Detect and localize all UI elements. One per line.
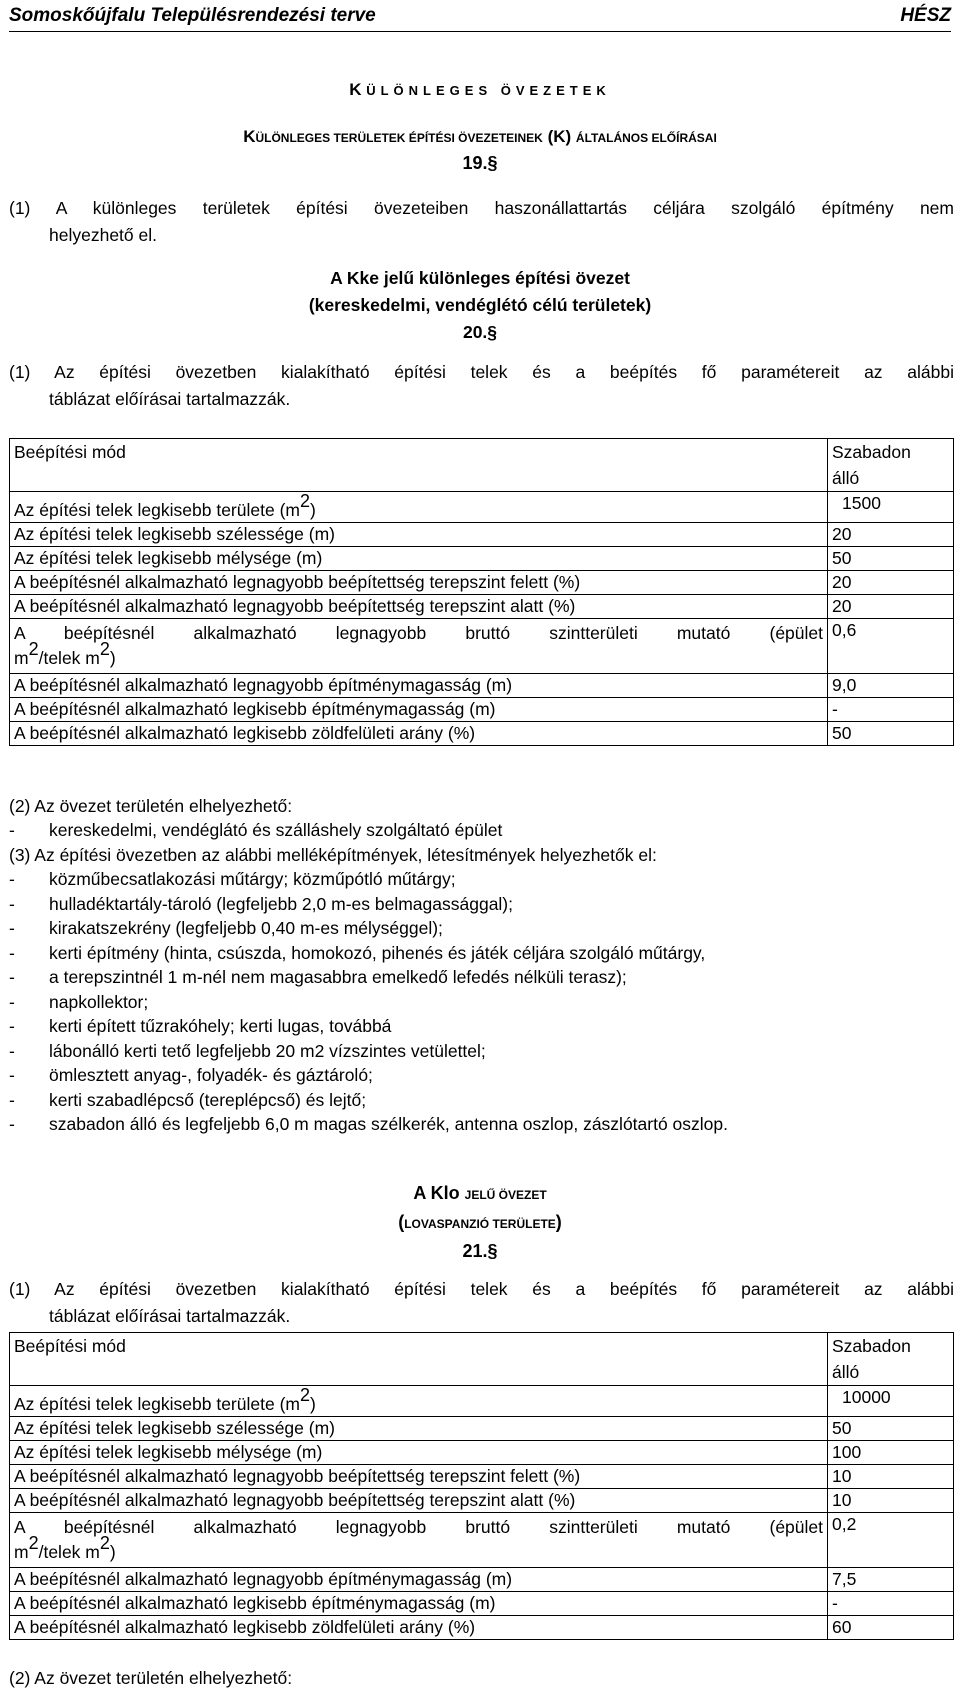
list-item [9, 1112, 954, 1137]
param-value: 20 [828, 523, 954, 547]
list-item [9, 941, 954, 966]
param-label: Az építési telek legkisebb területe $(m^2)$ [10, 492, 828, 523]
list-dash: - [9, 942, 15, 963]
param-value: Szabadon álló [828, 1333, 954, 1386]
param-label: Az építési telek legkisebb mélysége (m) [10, 1441, 828, 1465]
param-label: A beépítésnél alkalmazható legkisebb építménymagasság (m) [10, 698, 828, 722]
table-row [10, 619, 954, 674]
list-item-text: hulladéktartály-tároló (legfeljebb 2,0 m-es belmagassággal); [49, 893, 513, 914]
list-item-text: kirakatszekrény (legfeljebb 0,40 m-es mélységgel); [49, 918, 443, 938]
table-row [10, 571, 954, 595]
header-doc-code: HÉSZ [900, 5, 951, 26]
param-label: Az építési telek legkisebb mélysége (m) [10, 547, 828, 571]
param-label: Az építési telek legkisebb szélessége (m) [10, 523, 828, 547]
param-label: A beépítésnél alkalmazható legnagyobb beépítettség terepszint felett (%) [10, 571, 828, 595]
list-item-text: kerti építmény (hinta, csúszda, homokozó, pihenés és játék céljára szolgáló műtárgy, [49, 942, 706, 963]
table-row [10, 1386, 954, 1417]
klo-heading: A Klo JELŰ ÖVEZET (LOVASPANZIÓ TERÜLETE) 21.§ [398, 1183, 562, 1261]
list-item [9, 818, 954, 843]
param-label: A beépítésnél alkalmazható legkisebb zöldfelületi arány (%) [10, 722, 828, 746]
kke-point-1: (1) Az építési övezetben kialakítható építési telek és a beépítés fő paramétereit az alábbi táblázat előírásai tartalmazzák. [9, 362, 954, 409]
param-value: 10000 [828, 1386, 954, 1417]
list-dash: - [9, 1016, 15, 1036]
table-row [10, 1333, 954, 1386]
list-dash: - [9, 1040, 15, 1061]
klo-point-2: (2) Az övezet területén elhelyezhető: [9, 1668, 293, 1688]
param-value: 50 [828, 722, 954, 746]
list-dash: - [9, 1065, 15, 1085]
param-label: A beépítésnél alkalmazható legnagyobb építménymagasság (m) [10, 1568, 828, 1592]
par19-point-1: (1) A különleges területek építési övezeteiben haszonállattartás céljára szolgáló építmény nem helyezhető el. [9, 198, 954, 245]
param-label: A beépítésnél alkalmazható legnagyobb beépítettség terepszint alatt (%) [10, 1489, 828, 1513]
table-row [10, 547, 954, 571]
kke-point-2-list [9, 818, 954, 843]
list-item-text: kereskedelmi, vendéglátó és szálláshely szolgáltató épület [49, 820, 503, 840]
list-dash: - [9, 918, 15, 938]
paragraph-19-number: 19.§ [462, 153, 498, 173]
table-row [10, 1417, 954, 1441]
table-row [10, 1513, 954, 1568]
list-dash: - [9, 869, 15, 889]
param-label: Az építési telek legkisebb területe $(m^2)$ [10, 1386, 828, 1417]
param-value: 60 [828, 1616, 954, 1640]
table-row [10, 722, 954, 746]
param-value: 0,2 [828, 1513, 954, 1568]
param-value: - [828, 1592, 954, 1616]
param-value: 50 [828, 547, 954, 571]
list-item [9, 1063, 954, 1088]
param-value: 20 [828, 595, 954, 619]
param-label: Beépítési mód [10, 439, 828, 492]
kke-point-2: (2) Az övezet területén elhelyezhető: [9, 796, 293, 816]
kke-point-3: (3) Az építési övezetben az alábbi melléképítmények, létesítmények helyezhetők el: [9, 845, 657, 865]
table-row [10, 1465, 954, 1489]
list-dash: - [9, 893, 15, 914]
list-item-text: kerti szabadlépcső (tereplépcső) és lejtő; [49, 1089, 367, 1110]
list-dash: - [9, 991, 15, 1012]
param-label: A beépítésnél alkalmazható legnagyobb bruttó szintterületi mutató (épület $m^2$/telek $m^2$) [10, 619, 828, 674]
list-item-text: a terepszintnél 1 m-nél nem magasabbra emelkedő lefedés nélküli terasz); [49, 967, 627, 987]
list-item-text: közműbecsatlakozási műtárgy; közműpótló műtárgy; [49, 869, 456, 889]
list-item-text: napkollektor; [49, 991, 149, 1012]
param-value: 10 [828, 1465, 954, 1489]
header-rule [9, 31, 951, 32]
param-value: 9,0 [828, 674, 954, 698]
klo-point-1: (1) Az építési övezetben kialakítható építési telek és a beépítés fő paramétereit az alábbi táblázat előírásai tartalmazzák. [9, 1279, 954, 1326]
table-row [10, 1568, 954, 1592]
list-item-text: kerti épített tűzrakóhely; kerti lugas, továbbá [49, 1016, 392, 1036]
list-item-text: ömlesztett anyag-, folyadék- és gáztároló; [49, 1065, 373, 1085]
param-value: 100 [828, 1441, 954, 1465]
param-label: A beépítésnél alkalmazható legnagyobb beépítettség terepszint felett (%) [10, 1465, 828, 1489]
list-item [9, 1014, 954, 1039]
list-item-text: szabadon álló és legfeljebb 6,0 m magas szélkerék, antenna oszlop, zászlótartó oszlop. [49, 1114, 729, 1134]
param-label: A beépítésnél alkalmazható legnagyobb beépítettség terepszint alatt (%) [10, 595, 828, 619]
list-dash: - [9, 1089, 15, 1110]
param-value: 0,6 [828, 619, 954, 674]
table-row [10, 1616, 954, 1640]
list-dash: - [9, 820, 15, 840]
param-label: A beépítésnél alkalmazható legkisebb zöldfelületi arány (%) [10, 1616, 828, 1640]
table-row [10, 595, 954, 619]
table-row [10, 1441, 954, 1465]
klo-parameter-table [9, 1332, 954, 1640]
header-title: Somoskőújfalu Településrendezési terve [9, 5, 376, 26]
running-header [9, 3, 951, 31]
table-row [10, 698, 954, 722]
list-item [9, 990, 954, 1015]
param-label: A beépítésnél alkalmazható legkisebb építménymagasság (m) [10, 1592, 828, 1616]
kke-parameter-table [9, 438, 954, 746]
table-row [10, 492, 954, 523]
list-item [9, 892, 954, 917]
param-value: 50 [828, 1417, 954, 1441]
param-value: 1500 [828, 492, 954, 523]
table-row [10, 1489, 954, 1513]
param-label: Az építési telek legkisebb szélessége (m) [10, 1417, 828, 1441]
list-item [9, 1039, 954, 1064]
param-label: A beépítésnél alkalmazható legnagyobb építménymagasság (m) [10, 674, 828, 698]
table-row [10, 523, 954, 547]
param-value: 7,5 [828, 1568, 954, 1592]
param-value: 10 [828, 1489, 954, 1513]
param-value: 20 [828, 571, 954, 595]
list-item-text: lábonálló kerti tető legfeljebb 20 m2 vízszintes vetülettel; [49, 1040, 486, 1061]
param-value: Szabadon álló [828, 439, 954, 492]
list-item [9, 916, 954, 941]
kke-heading: A Kke jelű különleges építési övezet (kereskedelmi, vendéglétó célú területek) 20.§ [308, 268, 652, 342]
table-row [10, 1592, 954, 1616]
list-dash: - [9, 967, 15, 987]
table-row [10, 439, 954, 492]
general-rules-heading: KÜLÖNLEGES TERÜLETEK ÉPÍTÉSI ÖVEZETEINEK (K) ÁLTALÁNOS ELŐÍRÁSAI [243, 127, 717, 146]
param-label: A beépítésnél alkalmazható legnagyobb bruttó szintterületi mutató (épület $m^2$/telek $m^2$) [10, 1513, 828, 1568]
list-dash: - [9, 1114, 15, 1134]
param-label: Beépítési mód [10, 1333, 828, 1386]
param-value: - [828, 698, 954, 722]
list-item [9, 867, 954, 892]
table-row [10, 674, 954, 698]
list-item [9, 1088, 954, 1113]
kke-point-3-list [9, 867, 954, 1137]
section-title: K ÜLÖNLEGES ÖVEZETEK [349, 80, 611, 99]
list-item [9, 965, 954, 990]
